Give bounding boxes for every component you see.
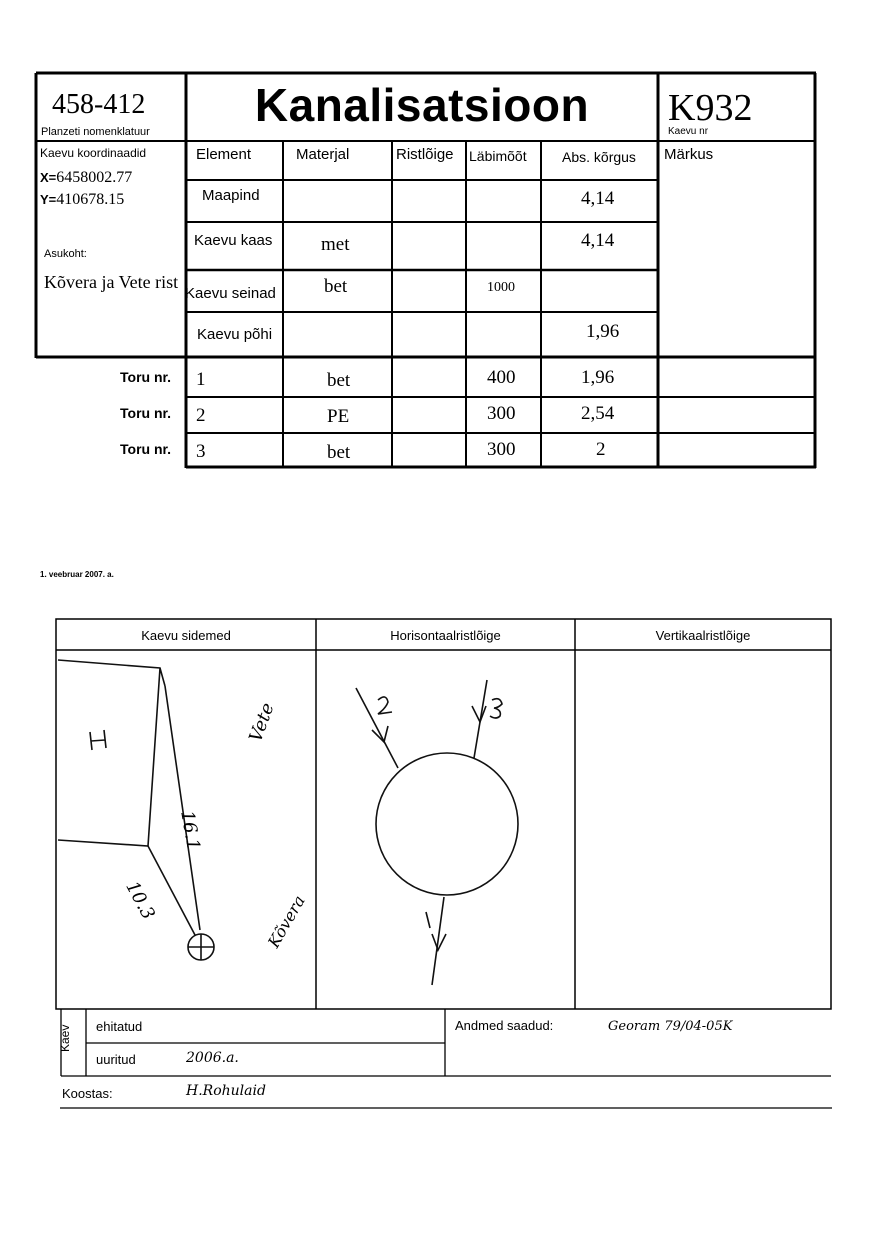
coords-label: Kaevu koordinaadid bbox=[40, 146, 147, 160]
col-header-diameter: Läbimõõt bbox=[469, 148, 527, 164]
author-value: H.Rohulaid bbox=[186, 1083, 266, 1099]
pipe-material: PE bbox=[327, 406, 350, 427]
col-header-remarks: Märkus bbox=[664, 146, 714, 163]
horizontal-section-sketch bbox=[356, 680, 518, 985]
built-label: ehitatud bbox=[96, 1019, 143, 1034]
sketch-header-ties: Kaevu sidemed bbox=[141, 628, 231, 643]
pipe-elevation: 2 bbox=[596, 439, 606, 460]
pipe-material: bet bbox=[327, 442, 351, 463]
col-header-section: Ristlõige bbox=[396, 146, 454, 163]
row-material: met bbox=[321, 234, 350, 255]
page-title: Kanalisatsioon bbox=[254, 79, 590, 131]
row-elevation: 4,14 bbox=[581, 188, 615, 209]
location-label: Asukoht: bbox=[44, 248, 87, 260]
coord-x bbox=[40, 169, 132, 187]
pipe-diameter: 300 bbox=[487, 403, 516, 424]
footer-side-label: Kaev bbox=[58, 1024, 72, 1052]
source-value: Georam 79/04-05K bbox=[608, 1019, 733, 1034]
coord-y bbox=[40, 191, 124, 209]
street-label-kovera: Kõvera bbox=[263, 892, 309, 951]
document-date: 1. veebruar 2007. a. bbox=[40, 570, 114, 579]
row-material: bet bbox=[324, 276, 348, 297]
coord-x-label: X= bbox=[40, 170, 57, 185]
well-number-label: Kaevu nr bbox=[668, 126, 709, 137]
map-code: 458-412 bbox=[52, 89, 146, 120]
surveyed-label: uuritud bbox=[96, 1052, 136, 1067]
row-element: Kaevu kaas bbox=[194, 232, 273, 249]
pipe-label: Toru nr. bbox=[120, 441, 172, 457]
col-header-material: Materjal bbox=[296, 146, 350, 163]
row-elevation: 4,14 bbox=[581, 230, 615, 251]
source-label: Andmed saadud: bbox=[455, 1018, 554, 1033]
pipe-no: 3 bbox=[196, 441, 206, 462]
col-header-elevation: Abs. kõrgus bbox=[562, 149, 636, 165]
row-element: Maapind bbox=[202, 187, 260, 204]
col-header-element: Element bbox=[196, 146, 252, 163]
map-code-label: Planzeti nomenklatuur bbox=[41, 126, 150, 138]
pipe-elevation: 1,96 bbox=[581, 367, 615, 388]
pipe-no: 1 bbox=[196, 369, 206, 390]
pipe-label: Toru nr. bbox=[120, 369, 172, 385]
pipe-no: 2 bbox=[196, 405, 206, 426]
pipe-elevation: 2,54 bbox=[581, 403, 615, 424]
coord-x-value: 6458002.77 bbox=[56, 169, 133, 186]
row-element: Kaevu seinad bbox=[185, 285, 276, 302]
tie-distance-2: 10.3 bbox=[121, 877, 159, 924]
surveyed-value: 2006.a. bbox=[186, 1050, 239, 1066]
sketch-header-vertical: Vertikaalristlõige bbox=[655, 628, 751, 643]
location-value: Kõvera ja Vete rist bbox=[44, 272, 179, 292]
street-label-vete: Vete bbox=[245, 700, 279, 745]
coord-y-label: Y= bbox=[40, 192, 57, 207]
tie-distance-1: 16.1 bbox=[176, 808, 204, 853]
row-diameter: 1000 bbox=[487, 280, 515, 295]
coord-y-value: 410678.15 bbox=[56, 191, 125, 208]
pipe-diameter: 400 bbox=[487, 367, 516, 388]
sketch-header-horizontal: Horisontaalristlõige bbox=[390, 628, 501, 643]
pipe-label: Toru nr. bbox=[120, 405, 172, 421]
pipe-diameter: 300 bbox=[487, 439, 516, 460]
row-element: Kaevu põhi bbox=[197, 326, 273, 343]
pipe-material: bet bbox=[327, 370, 351, 391]
row-elevation: 1,96 bbox=[586, 321, 620, 342]
well-number: K932 bbox=[668, 87, 753, 129]
author-label: Koostas: bbox=[62, 1086, 113, 1101]
